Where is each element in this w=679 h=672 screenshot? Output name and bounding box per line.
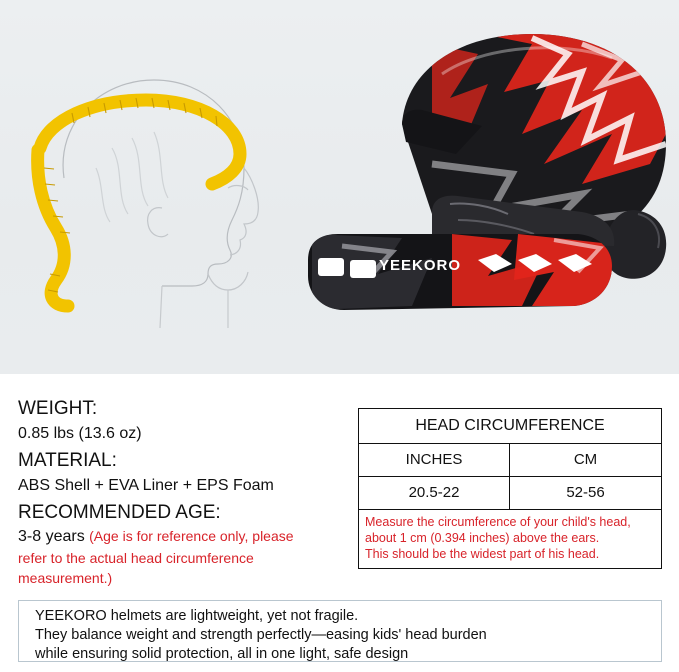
material-value: ABS Shell + EVA Liner + EPS Foam [18,477,274,494]
age-note-line-1: (Age is for reference only, please [89,528,294,544]
column-header-cm: CM [573,451,598,468]
cell-inches-value: 20.5-22 [359,477,510,509]
specifications-block [18,396,348,588]
column-header-inches: INCHES [359,444,510,476]
recommended-age-value-row [18,526,348,548]
weight-label: WEIGHT: [18,398,98,419]
age-note-line-3: measurement.) [18,570,113,586]
table-header-row [359,444,661,477]
description-line-2: They balance weight and strength perfectly—easing kids' head burden [35,627,487,643]
age-note-line-2: refer to the actual head circumference [18,550,254,566]
measurement-instructions-line-3: This should be the widest part of his head. [365,547,600,561]
head-circumference-table [358,408,662,569]
measuring-tape-icon [38,98,240,306]
cell-cm-value: 52-56 [566,484,605,501]
table-title: HEAD CIRCUMFERENCE [359,409,661,444]
measurement-instructions-line-2: about 1 cm (0.394 inches) above the ears. [365,531,600,545]
child-head-measuring-tape-diagram [12,28,302,328]
material-label: MATERIAL: [18,450,117,471]
table-row [359,477,661,510]
weight-value: 0.85 lbs (13.6 oz) [18,425,142,442]
product-description-box [18,600,662,662]
description-line-3: while ensuring solid protection, all in one light, safe design [35,646,409,662]
helmet-brand-text: YEEKORO [379,257,462,274]
recommended-age-value: 3-8 years [18,528,90,545]
recommended-age-label: RECOMMENDED AGE: [18,502,221,523]
measurement-instructions [359,510,661,568]
measurement-instructions-line-1: Measure the circumference of your child's head, [365,515,631,529]
full-face-kids-helmet-photo [282,14,678,344]
description-line-1: YEEKORO helmets are lightweight, yet not fragile. [35,608,359,624]
